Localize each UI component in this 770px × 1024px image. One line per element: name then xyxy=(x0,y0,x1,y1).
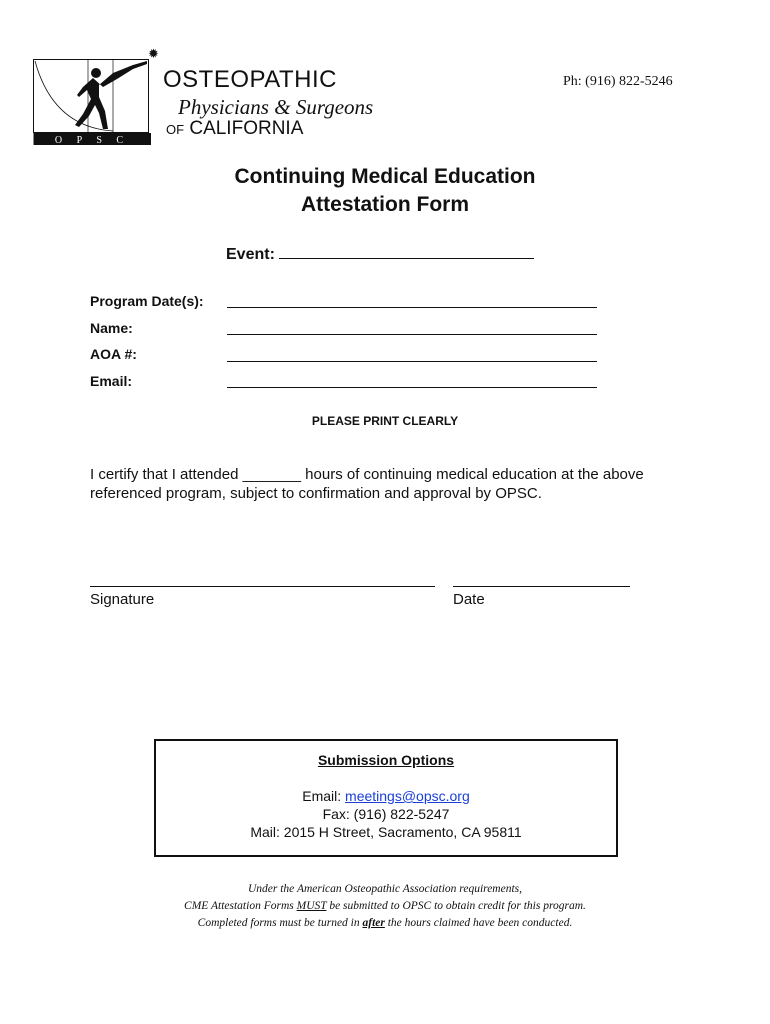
logo-line-california xyxy=(166,118,303,140)
submission-email-prefix: Email: xyxy=(302,788,346,804)
submission-fax: Fax: (916) 822-5247 xyxy=(322,806,450,822)
logo-of: OF xyxy=(166,122,185,137)
name-label: Name: xyxy=(90,320,133,336)
hours-blank[interactable]: _______ xyxy=(242,466,301,483)
submission-email xyxy=(156,788,616,804)
certify-part2: hours of continuing medical education at the above referenced program, subject to confirmation and approval by OPSC. xyxy=(90,466,644,502)
footer-line3-b: the hours claimed have been conducted. xyxy=(384,917,573,929)
event-line xyxy=(279,244,534,259)
name-line[interactable] xyxy=(227,334,597,335)
logo-badge-text: O P S C xyxy=(54,135,130,145)
footer-must: MUST xyxy=(296,900,327,912)
submission-mail: Mail: 2015 H Street, Sacramento, CA 95811 xyxy=(250,824,522,840)
signature-line[interactable] xyxy=(90,586,435,587)
form-title-line1: Continuing Medical Education xyxy=(234,165,536,188)
date-label: Date xyxy=(453,591,485,608)
form-title-line2: Attestation Form xyxy=(301,193,469,216)
submission-options-box xyxy=(154,739,618,857)
footer-line2 xyxy=(0,898,770,915)
event-field[interactable] xyxy=(226,244,534,264)
event-label: Event: xyxy=(226,246,275,263)
footer-line2-a: CME Attestation Forms xyxy=(184,900,297,912)
footer-line3 xyxy=(0,915,770,932)
logo-star-icon: ✹ xyxy=(148,46,159,61)
program-dates-line[interactable] xyxy=(227,307,597,308)
footer-line1: Under the American Osteopathic Association requirements, xyxy=(247,883,523,895)
email-label: Email: xyxy=(90,373,133,389)
aoa-line[interactable] xyxy=(227,361,597,362)
date-line[interactable] xyxy=(453,586,630,587)
footer-after: after xyxy=(362,917,385,929)
print-clearly-notice: PLEASE PRINT CLEARLY xyxy=(311,414,459,428)
certification-statement xyxy=(90,465,690,503)
logo-line-osteopathic: OSTEOPATHIC xyxy=(163,66,337,93)
email-line[interactable] xyxy=(227,387,597,388)
opsc-logo xyxy=(33,59,151,145)
footer-line3-a: Completed forms must be turned in xyxy=(197,917,363,929)
certify-part1: I certify that I attended xyxy=(90,466,239,483)
aoa-label: AOA #: xyxy=(90,346,137,362)
email-link[interactable]: meetings@opsc.org xyxy=(345,788,470,804)
phone-number: Ph: (916) 822-5246 xyxy=(563,74,673,89)
footer-line2-b: be submitted to OPSC to obtain credit for this program. xyxy=(326,900,586,912)
signature-label: Signature xyxy=(90,591,155,608)
logo-line-physicians: Physicians & Surgeons xyxy=(178,95,374,119)
program-dates-label: Program Date(s): xyxy=(90,293,204,309)
logo-california: CALIFORNIA xyxy=(189,118,304,139)
submission-title: Submission Options xyxy=(317,752,455,768)
footer-note xyxy=(0,881,770,932)
